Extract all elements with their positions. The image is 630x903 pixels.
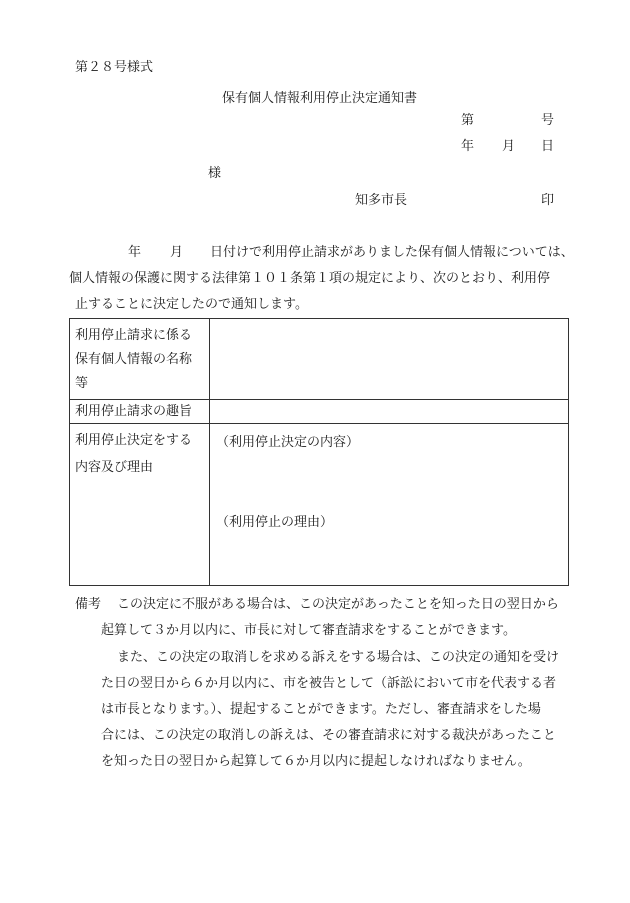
recipient-honorific: 様 <box>208 166 222 181</box>
seal-mark: 印 <box>541 193 555 208</box>
date-month: 月 <box>502 139 516 154</box>
decision-reason-label: （利用停止の理由） <box>216 515 334 530</box>
remarks-line-6: 合には、この決定の取消しの訴えは、その審査請求に対する裁決があったこと <box>101 728 556 743</box>
row1-label-line3: 等 <box>75 376 89 391</box>
intro-month: 月 <box>170 245 184 260</box>
remarks-line-3: また、この決定の取消しを求める訴えをする場合は、この決定の通知を受け <box>117 650 560 665</box>
row1-label-line1: 利用停止請求に係る <box>75 328 193 343</box>
table-column-divider <box>209 319 210 585</box>
decision-content-label: （利用停止決定の内容） <box>216 435 360 450</box>
remarks-line-1: この決定に不服がある場合は、この決定があったことを知った日の翌日から <box>117 597 559 612</box>
date-year: 年 <box>461 139 475 154</box>
intro-line-3: 止することに決定したので通知します。 <box>75 297 308 312</box>
form-number: 第２８号様式 <box>75 60 154 75</box>
row1-label-line2: 保有個人情報の名称 <box>75 352 193 367</box>
issuer-name: 知多市長 <box>355 193 408 208</box>
remarks-line-5: は市長となります。）、提起することができます。ただし、審査請求をした場 <box>101 702 541 717</box>
row3-label-line1: 利用停止決定をする <box>75 433 193 448</box>
intro-year: 年 <box>128 245 142 260</box>
remarks-heading: 備考 <box>75 597 102 612</box>
remarks-line-4: た日の翌日から６か月以内に、市を被告として（訴訟において市を代表する者 <box>101 676 557 691</box>
remarks-line-2: 起算して３か月以内に、市長に対して審査請求をすることができます。 <box>101 623 516 638</box>
decision-table <box>69 318 569 586</box>
number-suffix: 号 <box>541 113 555 128</box>
table-row-divider-1 <box>70 399 568 400</box>
table-row-divider-2 <box>70 423 568 424</box>
intro-line-2: 個人情報の保護に関する法律第１０１条第１項の規定により、次のとおり、利用停 <box>69 271 551 286</box>
row3-label-line2: 内容及び理由 <box>75 460 154 475</box>
intro-line-1: 日付けで利用停止請求がありました保有個人情報については、 <box>210 245 574 260</box>
document-title: 保有個人情報利用停止決定通知書 <box>222 91 418 106</box>
number-prefix: 第 <box>461 113 475 128</box>
date-day: 日 <box>541 139 555 154</box>
remarks-line-7: を知った日の翌日から起算して６か月以内に提起しなければなりません。 <box>101 754 531 769</box>
row2-label: 利用停止請求の趣旨 <box>75 404 193 419</box>
